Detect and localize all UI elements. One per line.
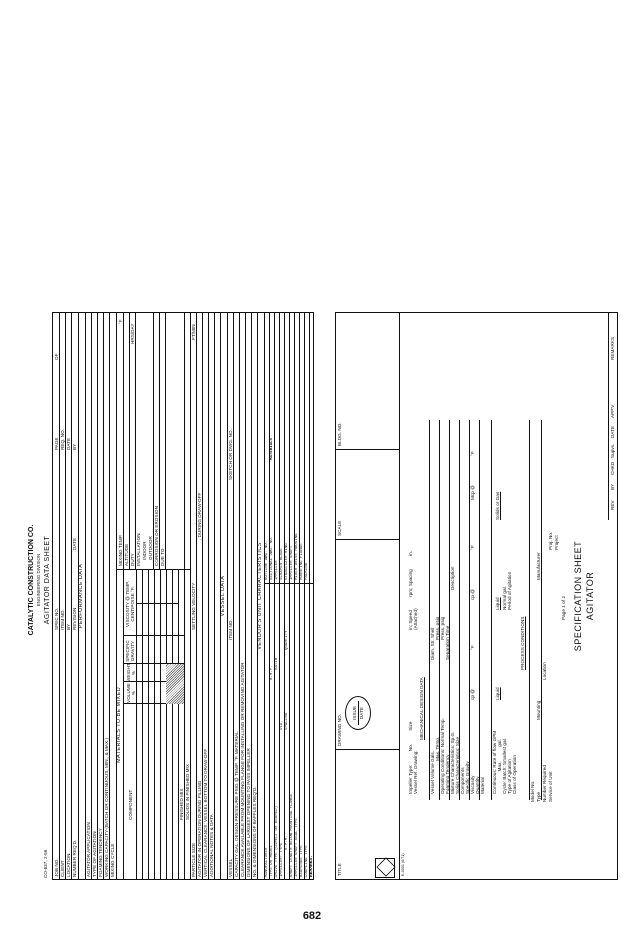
project-label: Project <box>554 535 559 550</box>
vendor-spacing: SPACING <box>285 712 289 730</box>
bldg-no-label: BLDG. NO. <box>337 422 342 446</box>
finished-mix-label: FINISHED MIX <box>179 788 184 820</box>
process-line-15: Components <box>460 767 465 794</box>
issue-date-stamp <box>345 696 371 730</box>
remarks-label: REMARKS: <box>309 854 314 877</box>
hatched-area <box>166 664 184 704</box>
rev-col: BY <box>610 483 615 490</box>
vessel-sketch-no: SKETCH OR DWG. NO. <box>228 429 233 480</box>
agitator-data-sheet <box>28 312 314 880</box>
vendor-dia: DIA. <box>280 720 284 730</box>
vendor-outline-dwg: OUTLINE DWG. NO. <box>265 540 269 580</box>
service-of-unit-label: Service of Unit <box>548 771 553 802</box>
rev-col: DATE <box>610 425 615 438</box>
mounting-label: Mounting <box>536 700 541 720</box>
process-line-19-right: Press. psig <box>440 616 445 640</box>
process-line-7-right: Period of Agitation <box>507 571 512 610</box>
mech-heading: MECHANICAL DESIGN DATA <box>419 677 424 740</box>
by-label-2: BY <box>72 443 77 450</box>
mech-line-22-right: (Attached) <box>413 608 418 630</box>
process-line-16: Solids Characteristics: Size <box>455 736 460 794</box>
job-no-label: JOB NO. <box>54 858 59 877</box>
performance-line: FOAMING TENDENCY <box>98 828 103 877</box>
issue-label: ISSUE <box>352 705 357 721</box>
number-required-label: Number Required <box>542 764 547 802</box>
performance-line: WORKING CAPACITY-(BATCH OR CONTINUOUS, MIN., & MAX.) <box>104 737 109 877</box>
process-line-7: Type of Agitation <box>507 759 512 794</box>
process-line-12: Quantity <box>475 776 480 794</box>
type-label: Type <box>536 791 541 802</box>
deg-f-label: °F <box>118 319 123 324</box>
materials-col-sg: SPECIFIC GRAVITY <box>125 640 135 662</box>
vendor-bearings: BEARINGS TYPE <box>300 845 304 877</box>
materials-col-component: COMPONENT <box>128 789 133 820</box>
visc-unit: cp @ <box>470 589 475 600</box>
model-no-label: Model No. <box>530 780 535 802</box>
page-label: PAGE <box>54 437 59 450</box>
vendor-manufacturer: MANUFACTURER <box>265 847 269 877</box>
process-line-17-right: Description <box>450 566 455 590</box>
materials-col-volume: VOLUME % <box>126 683 136 703</box>
visc-unit: cp @ <box>470 689 475 700</box>
settling-velocity-label: SETTLING VELOCITY <box>191 582 196 630</box>
solids-head: Solids or Gas <box>495 491 500 520</box>
diamond-symbol <box>375 858 395 878</box>
process-line-11: Material <box>480 777 485 794</box>
rev-col: CHKD <box>610 461 615 475</box>
indoor-label: INDOOR <box>142 541 147 560</box>
diamond-icon <box>376 857 396 877</box>
vessel-line: VESSEL <box>228 858 233 877</box>
vendor-heading: VENDOR'S UNIT CHARACTERISTICS <box>257 542 263 650</box>
process-line-8b: Max. gal. <box>497 739 502 794</box>
vendor-right-item: MIXER DRIVE HOUSING <box>295 533 299 580</box>
spec-title-1: AGITATOR <box>585 571 595 621</box>
hrs-day-label: HRS/DAY <box>130 323 135 344</box>
by-label: BY <box>66 623 71 630</box>
vendor-right-item: IMPELLER <box>275 560 279 580</box>
rev-col: Supvs. <box>610 443 615 458</box>
visc-unit: °F <box>470 645 475 650</box>
outdoor-label: OUTDOOR <box>148 536 153 560</box>
process-line-19b-right: Press. psig <box>435 616 440 640</box>
process-line-19b: Max. Temp. <box>435 736 440 794</box>
number-reqd-label: NUMBER REQ'D. <box>72 839 77 877</box>
vessel-item-no: ITEM NO. <box>228 619 233 640</box>
additional-notes-label: ADDITIONAL NOTES & DATA <box>209 814 214 877</box>
duty-label: DUTY <box>130 553 135 566</box>
vendor-ratio: RATIO <box>275 657 279 670</box>
req-no-label: REQ. NO. <box>60 428 65 450</box>
visc-unit: °F <box>470 451 475 456</box>
particle-size-label: PARTICLE SIZE <box>191 842 196 877</box>
ft-min-label: FT/MIN <box>191 324 196 340</box>
due-to-label: DUE TO <box>160 548 165 566</box>
performance-line: AGITATOR APPLICATION <box>86 822 91 877</box>
vendor-right-item: IMPELLER SHAFT <box>290 545 294 580</box>
process-line-20-right: Diam. Str. Shell <box>430 627 435 660</box>
vendor-quantity: QUANTITY <box>285 630 289 650</box>
date-label-1: DATE <box>66 437 71 450</box>
vendor-right-item: MOUNTING FLANGE <box>300 543 304 580</box>
mech-line-23-right: in; Speed rpm; Spacing in. <box>408 550 413 630</box>
process-line-18: Foaming Tendency <box>445 754 450 794</box>
process-line-8-right: Normal gal. <box>502 585 507 610</box>
revision-label: REVISION <box>72 607 77 630</box>
materials-heading: MATERIALS TO BE MIXED <box>116 687 122 763</box>
process-line-14: Specific Gravity <box>465 761 470 794</box>
process-line-6: Class of Operation <box>512 755 517 794</box>
manufacturer-label: Manufacturer <box>536 552 541 580</box>
vessel-line: DIMENSIONS OF LARGEST OPENING TO PASS IMPELLER <box>246 748 251 877</box>
client-label: CLIENT <box>60 860 65 877</box>
remarks-header: REMARKS <box>610 336 615 360</box>
liquid-head-1: Liquid <box>495 687 500 700</box>
draw-off-label: , DURING DRAW-OFF <box>197 492 202 540</box>
location-label: Location <box>542 662 547 680</box>
mixing-temp-label: MIXING TEMP. <box>118 534 123 566</box>
process-heading: PROCESS CONDITIONS <box>520 616 525 670</box>
performance-line: TYPE OF AGITATION <box>92 831 97 877</box>
process-line-20: Vessel Volume Gals. <box>430 750 435 794</box>
materials-col-viscosity: VISCOSITY @ TEMP. CENTIPOISE °F. <box>125 581 135 627</box>
vendor-rpm: R.P.M. <box>285 835 289 850</box>
division-name: ENGINEERING DIVISION <box>36 553 41 607</box>
date-label-2: DATE <box>72 537 77 550</box>
vendor-bhp: B.H.P. <box>270 665 274 680</box>
process-line-18-right: Separation Time <box>445 625 450 660</box>
process-line-9: Continuous: Rate of flow GPM <box>492 730 497 794</box>
process-line-13: Viscosity <box>470 775 475 794</box>
sheet-title: AGITATOR DATA SHEET <box>44 535 51 625</box>
rev-col: REV <box>610 500 615 510</box>
mech-line-23: Impeller Type: No. Size <box>408 721 413 794</box>
vendor-model: TYPE OR MODEL <box>270 845 274 877</box>
performance-heading: PERFORMANCE DATA <box>78 563 84 629</box>
vessel-heading: VESSEL DATA <box>220 575 226 617</box>
page-number: 682 <box>302 910 322 922</box>
process-line-17: Mixture Characteristics: Sp.G. <box>450 731 455 794</box>
vessel-line: NO. & DIMENSIONS OF BAFFLES REQ'D. <box>252 786 257 877</box>
visc-unit: Mcp @ <box>470 485 475 500</box>
form-code: CO-637, 2-56 <box>43 849 48 878</box>
vessel-line: CLEARANCE AVAILABLE FROM MOUNTING FLANGE FOR INSTALLING OR REMOVING AGITATOR <box>240 662 245 877</box>
visc-unit: °F <box>470 545 475 550</box>
process-line-8: Cycle: Batch: Smallest gal. <box>502 738 507 794</box>
vessel-line: CAPACITY GAL. DESIGN PRESSURE PSIG @ TEMP. °F. MATERIAL <box>234 731 239 877</box>
spec-title-2: SPECIFICATION SHEET <box>573 540 583 652</box>
vertical-clear-label: VERTICAL CLEARANCE: VESSEL BOTTOM TO DRAW-OFF <box>203 748 208 877</box>
vendor-coupling: COUPLING TYPE <box>305 845 309 877</box>
drawing-no-label: DRAWING NO. <box>337 713 342 746</box>
scale-label: SCALE <box>337 520 342 536</box>
proj-no-label: Proj. No. <box>548 531 553 550</box>
installation-label: INSTALLATION <box>136 533 141 566</box>
agitator-specification-sheet <box>335 312 618 880</box>
vendor-shaft-length: SHAFT LENGTH BELOW MOUNTING FLANGE <box>290 793 294 877</box>
mech-line-22: Vessel Ref. Drawing: <box>413 750 418 794</box>
liquid-head-2: Liquid <box>495 597 500 610</box>
bottom-code: K-0001 (6/71) <box>401 853 405 876</box>
title-label: TITLE <box>337 863 342 876</box>
materials-col-weight: WEIGHT % <box>126 663 136 682</box>
location-label: LOCATION <box>66 853 71 877</box>
performance-line: MIXING CYCLE <box>110 843 115 877</box>
of-label: OF <box>54 353 59 360</box>
corrosion-label: CORROSION OR EROSION <box>154 506 159 566</box>
vendor-sectional-dwg: SECTIONAL DWG. NO. <box>270 535 274 580</box>
vendor-materials: MATERIALS <box>270 437 274 460</box>
vendor-right-item: SCRAPER BLADE <box>280 548 284 580</box>
solids-finished-label: SOLIDS IN FINISHED MIX <box>185 764 190 820</box>
date-label: DATE <box>358 701 364 725</box>
vendor-seal: IMPELLER SHAFT SEAL TYPE <box>295 818 299 877</box>
vendor-drive: DRIVE TYPE (DIRECT OR GEARED) <box>275 805 279 877</box>
item-no-label: ITEM NO. <box>60 609 65 630</box>
vendor-right-item: PACKING <box>305 562 309 580</box>
page-of-label: Page 1 of 2 <box>561 595 566 620</box>
vendor-right-item: STABILIZER RING <box>285 543 289 580</box>
company-name: CATALYTIC CONSTRUCTION CO. <box>28 524 35 636</box>
altitude-label: ALTITUDE <box>124 543 129 566</box>
rev-col: APP'V <box>610 404 615 418</box>
vendor-impeller: IMPELLER: TYPE <box>280 842 284 877</box>
agitator-op-label: AGITATOR IN OPERATION DURING FILLING <box>197 780 202 877</box>
process-line-19: Operating Conditions: Normal Temp. <box>440 718 445 794</box>
spec-no-label: SPEC NO. <box>54 607 59 630</box>
